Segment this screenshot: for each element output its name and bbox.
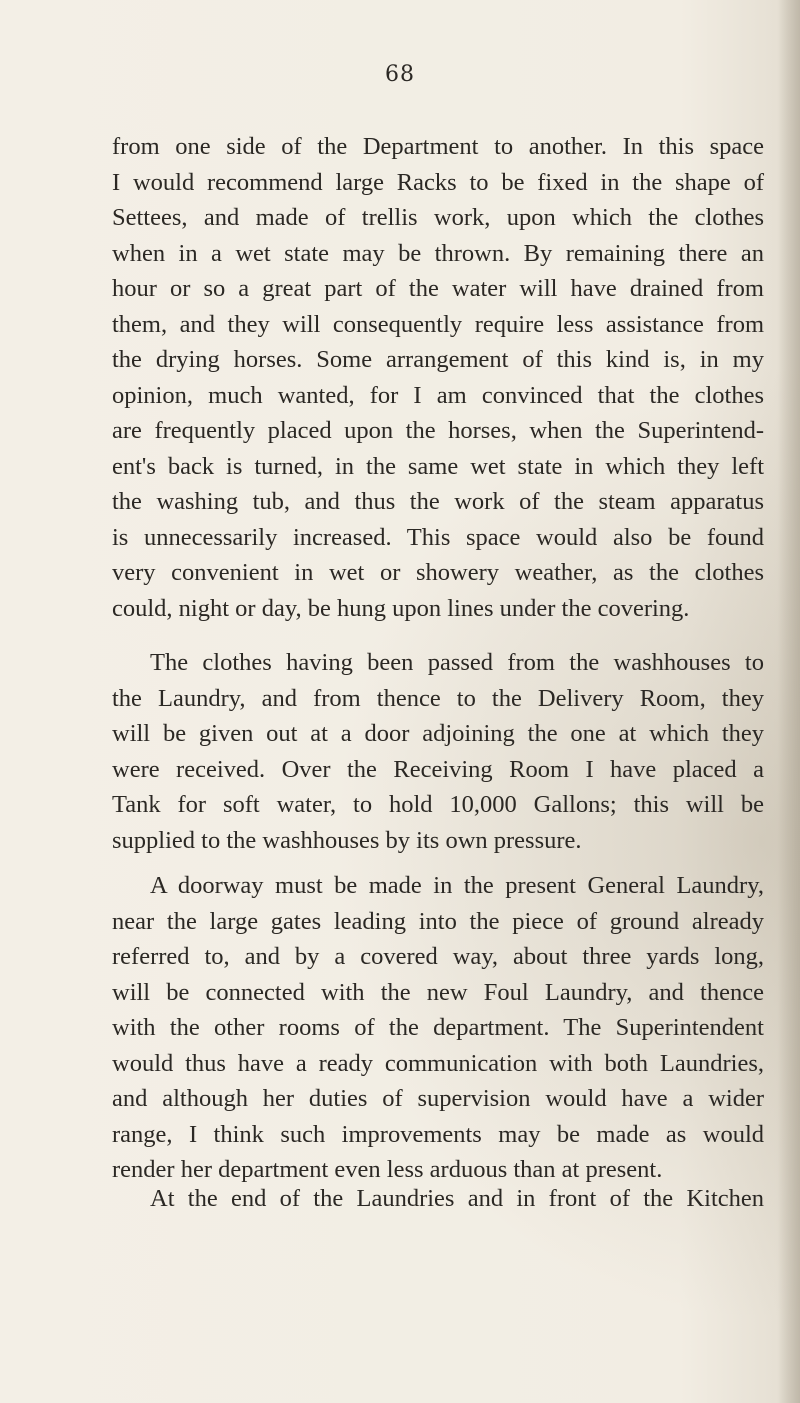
text-line: I would recommend large Racks to be fixed in the shape of [112, 168, 764, 196]
text-line: At the end of the Laundries and in front of the Kitchen [150, 1185, 764, 1212]
text-line: with the other rooms of the department. The Superintendent [112, 1014, 764, 1041]
text-line: very convenient in wet or showery weather, as the clothes [112, 559, 764, 586]
text-line: hour or so a great part of the water will have drained from [112, 275, 764, 302]
text-line: Settees, and made of trellis work, upon which the clothes [112, 204, 764, 231]
text-line: are frequently placed upon the horses, when the Superintend- [112, 417, 764, 444]
text-line: A doorway must be made in the present General Laundry, [150, 872, 764, 899]
text-line: them, and they will consequently require less assistance from [112, 310, 764, 338]
text-line: near the large gates leading into the piece of ground already [112, 907, 764, 935]
paragraph-2 [112, 645, 764, 858]
text-line: from one side of the Department to another. In this space [112, 133, 764, 160]
paragraph-3 [112, 868, 764, 1188]
text-line: could, night or day, be hung upon lines under the covering. [112, 594, 690, 622]
text-line: were received. Over the Receiving Room I have placed a [112, 755, 764, 783]
text-line: opinion, much wanted, for I am convinced that the clothes [112, 381, 764, 409]
page-edge-shadow [778, 0, 800, 1403]
page-number: 68 [385, 62, 415, 87]
text-line: referred to, and by a covered way, about three yards long, [112, 943, 764, 970]
paragraph-1 [112, 129, 764, 626]
text-line: the washing tub, and thus the work of the steam apparatus [112, 488, 764, 515]
text-line: will be connected with the new Foul Laundry, and thence [112, 978, 764, 1006]
text-line: range, I think such improvements may be made as would [112, 1120, 764, 1148]
text-line: supplied to the washhouses by its own pressure. [112, 826, 582, 854]
paragraph-4 [112, 1181, 764, 1217]
text-line: and although her duties of supervision would have a wider [112, 1085, 764, 1112]
text-line: The clothes having been passed from the washhouses to [150, 649, 764, 676]
text-line: the Laundry, and from thence to the Delivery Room, they [112, 684, 764, 712]
text-line: would thus have a ready communication with both Laundries, [112, 1049, 764, 1077]
text-line: render her department even less arduous than at present. [112, 1156, 663, 1183]
text-line: when in a wet state may be thrown. By remaining there an [112, 239, 764, 267]
text-line: the drying horses. Some arrangement of this kind is, in my [112, 346, 764, 373]
text-line: will be given out at a door adjoining the one at which they [112, 720, 764, 747]
text-line: is unnecessarily increased. This space would also be found [112, 523, 764, 551]
text-line: ent's back is turned, in the same wet state in which they left [112, 452, 764, 480]
text-line: Tank for soft water, to hold 10,000 Gallons; this will be [112, 791, 764, 818]
